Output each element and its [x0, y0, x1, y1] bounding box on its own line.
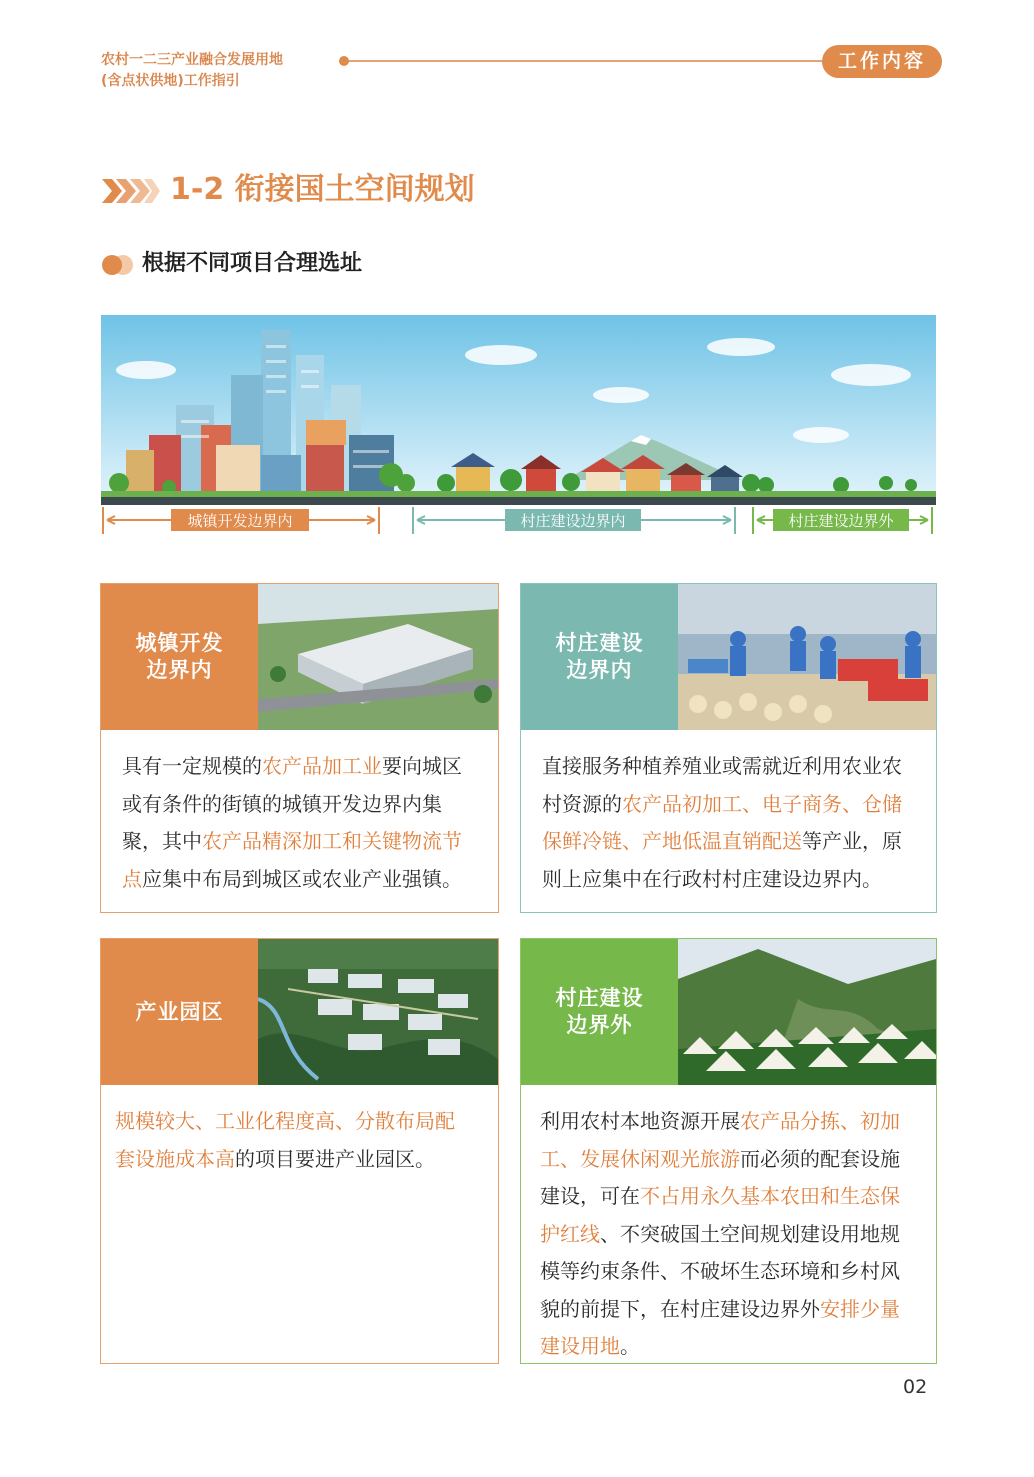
- card-label: [101, 584, 258, 730]
- card-label-line2: 边界内: [566, 658, 633, 682]
- highlight-text: 建设用地: [540, 1334, 620, 1358]
- card-town-boundary: [100, 583, 499, 913]
- text-line: [540, 1328, 900, 1366]
- text-line: [122, 861, 462, 899]
- body-text: 要向城区: [382, 754, 462, 778]
- card-label-line2: 边界内: [146, 658, 213, 682]
- warehouse-photo: [258, 584, 498, 730]
- highlight-text: 农产品加工业: [262, 754, 382, 778]
- card-label-line1: 村庄建设: [555, 986, 644, 1010]
- text-line: [542, 786, 902, 824]
- header-divider: [344, 60, 822, 62]
- card-label: [521, 939, 678, 1085]
- body-text: 模等约束条件、不破坏生态环境和乡村风: [540, 1259, 900, 1283]
- text-line: [542, 861, 902, 899]
- highlight-text: 农产品初加工、电子商务、仓储: [622, 791, 902, 816]
- document-title-line1: 农村一二三产业融合发展用地: [101, 52, 283, 68]
- processing-plant-photo: [678, 584, 936, 730]
- highlight-text: 规模较大、工业化程度高、分散布局配: [115, 1109, 455, 1133]
- card-label-line1: 产业园区: [135, 999, 224, 1024]
- text-line: [540, 1216, 900, 1254]
- section-tag: 工作内容: [822, 45, 942, 78]
- body-text: 或有条件的街镇的城镇开发边界内集: [122, 791, 442, 816]
- industrial-park-photo: [258, 939, 498, 1085]
- text-line: [542, 823, 902, 861]
- highlight-text: 安排少量: [820, 1296, 900, 1321]
- document-title: [101, 50, 283, 92]
- body-text: 直接服务种植养殖业或需就近利用农业农: [542, 754, 902, 778]
- body-text: 建设，可在: [540, 1184, 640, 1208]
- text-line: [540, 1103, 900, 1141]
- text-line: [540, 1141, 900, 1179]
- card-label-line1: 城镇开发: [135, 631, 224, 655]
- text-line: [122, 823, 462, 861]
- body-text: 。: [620, 1334, 640, 1358]
- card-body: [540, 1103, 900, 1366]
- body-text: 而必须的配套设施: [740, 1146, 900, 1171]
- card-village-outside: [520, 938, 937, 1364]
- text-line: [540, 1291, 900, 1329]
- header-dot: [339, 56, 349, 66]
- zone-label-town: 城镇开发边界内: [187, 512, 293, 530]
- body-text: 貌的前提下，在村庄建设边界外: [540, 1296, 820, 1321]
- text-line: [115, 1103, 455, 1141]
- land-zone-illustration: [101, 315, 936, 540]
- subsection-title: 根据不同项目合理选址: [142, 251, 363, 276]
- highlight-text: 农产品精深加工和关键物流节: [202, 829, 462, 853]
- card-label: [521, 584, 678, 730]
- text-line: [540, 1178, 900, 1216]
- card-label-line1: 村庄建设: [555, 631, 644, 655]
- highlight-text: 护红线: [540, 1221, 600, 1246]
- zone-label-village-out: 村庄建设边界外: [788, 512, 894, 530]
- body-text: 等产业，原: [802, 829, 902, 853]
- card-body: [115, 1103, 455, 1178]
- card-industrial-park: [100, 938, 499, 1364]
- text-line: [122, 786, 462, 824]
- card-label: [101, 939, 258, 1085]
- text-line: [122, 748, 462, 786]
- section-title: 1-2 衔接国土空间规划: [170, 172, 475, 207]
- text-line: [540, 1253, 900, 1291]
- body-text: 具有一定规模的: [122, 754, 262, 778]
- highlight-text: 保鲜冷链、产地低温直销配送: [542, 829, 802, 853]
- zone-label-village-in: 村庄建设边界内: [520, 512, 626, 530]
- card-body: [542, 748, 902, 898]
- body-text: 应集中布局到城区或农业产业强镇。: [142, 866, 462, 891]
- body-text: 、不突破国土空间规划建设用地规: [600, 1221, 900, 1246]
- text-line: [115, 1141, 455, 1179]
- double-dot-icon: [101, 254, 135, 276]
- body-text: 利用农村本地资源开展: [540, 1109, 740, 1133]
- highlight-text: 工、发展休闲观光旅游: [540, 1146, 740, 1171]
- document-title-line2: (含点状供地)工作指引: [101, 73, 240, 89]
- card-village-inside: [520, 583, 937, 913]
- highlight-text: 农产品分拣、初加: [740, 1109, 900, 1133]
- card-body: [122, 748, 462, 898]
- body-text: 聚，其中: [122, 829, 202, 853]
- body-text: 村资源的: [542, 791, 622, 816]
- body-text: 的项目要进产业园区。: [235, 1146, 435, 1171]
- card-label-line2: 边界外: [566, 1013, 633, 1037]
- highlight-text: 点: [122, 866, 142, 891]
- body-text: 则上应集中在行政村村庄建设边界内。: [542, 866, 882, 891]
- highlight-text: 套设施成本高: [115, 1146, 235, 1171]
- text-line: [542, 748, 902, 786]
- tent-camp-photo: [678, 939, 936, 1085]
- highlight-text: 不占用永久基本农田和生态保: [640, 1184, 900, 1208]
- page-number: 02: [903, 1376, 928, 1398]
- chevron-arrows-icon: [100, 176, 160, 206]
